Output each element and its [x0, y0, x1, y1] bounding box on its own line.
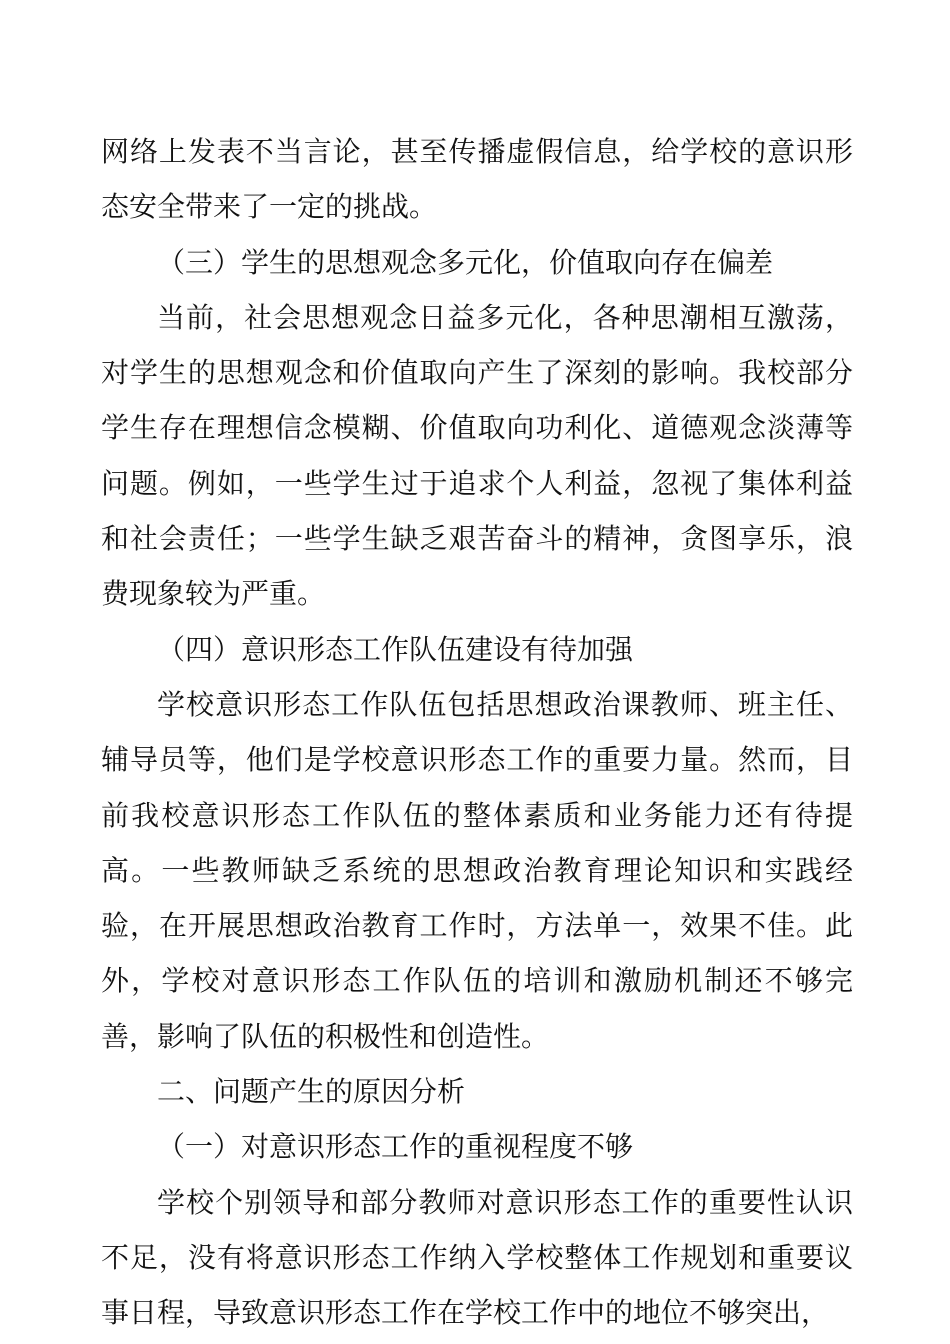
paragraph-team-building: 学校意识形态工作队伍包括思想政治课教师、班主任、辅导员等，他们是学校意识形态工作的重要力量。然而，目前我校意识形态工作队伍的整体素质和业务能力还有待提高。一些教师缺乏系统的思想政治教育理论知识和实践经验，在开展思想政治教育工作时，方法单一，效果不佳。此外，学校对意识形态工作队伍的培训和激励机制还不够完善，影响了队伍的积极性和创造性。 [101, 687, 853, 1053]
paragraph-continuation: 网络上发表不当言论，甚至传播虚假信息，给学校的意识形态安全带来了一定的挑战。 [101, 135, 853, 224]
section-heading-2: 二、问题产生的原因分析 [157, 1075, 466, 1109]
subheading-1: （一）对意识形态工作的重视程度不够 [157, 1130, 634, 1164]
paragraph-student-values: 当前，社会思想观念日益多元化，各种思潮相互激荡，对学生的思想观念和价值取向产生了深刻的影响。我校部分学生存在理想信念模糊、价值取向功利化、道德观念淡薄等问题。例如，一些学生过于追求个人利益，忽视了集体利益和社会责任；一些学生缺乏艰苦奋斗的精神，贪图享乐，浪费现象较为严重。 [101, 300, 853, 611]
paragraph-attention: 学校个别领导和部分教师对意识形态工作的重要性认识不足，没有将意识形态工作纳入学校整体工作规划和重要议事日程，导致意识形态工作在学校工作中的地位不够突出， [101, 1185, 853, 1330]
subheading-3: （三）学生的思想观念多元化，价值取向存在偏差 [157, 245, 774, 279]
subheading-4: （四）意识形态工作队伍建设有待加强 [157, 632, 634, 666]
document-body [101, 124, 853, 1341]
